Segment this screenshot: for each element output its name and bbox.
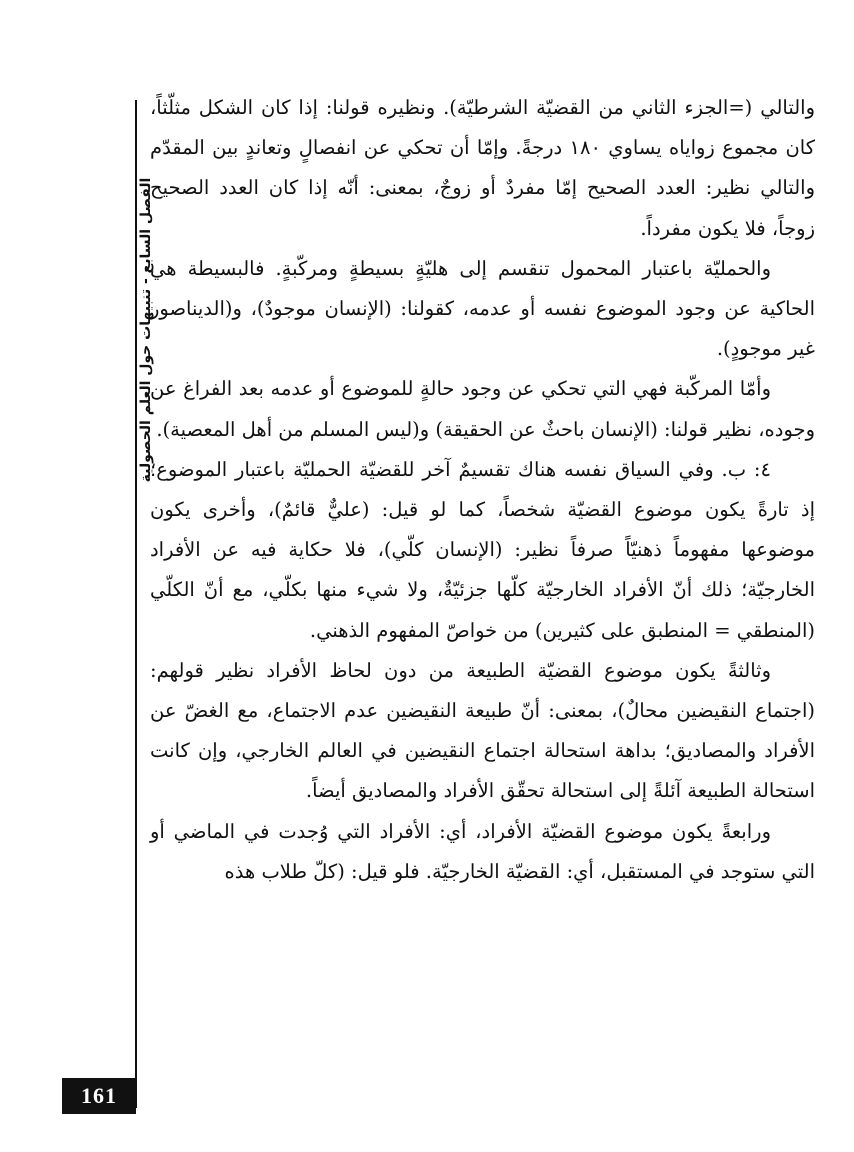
paragraph: ٤: ب. وفي السياق نفسه هناك تقسيمٌ آخر للقضيّة الحمليّة باعتبار الموضوع؛ إذ تارةً يكون موضوع القضيّة شخصاً، كما لو قيل: (عليٌّ قائمٌ)، وأخرى يكون موضوعها مفهوماً ذهنيّاً صرفاً نظير: (الإنسان كلّي)، فلا حكاية فيه عن الأفراد الخارجيّة؛ ذلك أنّ الأفراد الخارجيّة كلّها جزئيّةٌ، ولا شيء منها بكلّي، مع أنّ الكلّي (المنطقي = المنطبق على كثيرين) من خواصّ المفهوم الذهني. <box>150 457 815 642</box>
margin-rule <box>135 100 137 1108</box>
paragraph: ورابعةً يكون موضوع القضيّة الأفراد، أي: الأفراد التي وُجدت في الماضي أو التي ستوجد في المستقبل، أي: القضيّة الخارجيّة. فلو قيل: (كلّ طلاب هذه <box>150 819 815 883</box>
page-number: 161 <box>62 1078 136 1114</box>
paragraph: والحمليّة باعتبار المحمول تنقسم إلى هليّةٍ بسيطةٍ ومركّبةٍ. فالبسيطة هي الحاكية عن وجود الموضوع نفسه أو عدمه، كقولنا: (الإنسان موجودٌ)، و(الديناصور غير موجودٍ). <box>150 256 815 361</box>
paragraph: والتالي (=الجزء الثاني من القضيّة الشرطيّة). ونظيره قولنا: إذا كان الشكل مثلّثاً، كان مجموع زواياه يساوي ١٨٠ درجةً. وإمّا أن تحكي عن انفصالٍ وتعاندٍ بين المقدّم والتالي نظير: العدد الصحيح إمّا مفردٌ أو زوجٌ، بمعنى: أنّه إذا كان العدد الصحيح زوجاً، فلا يكون مفرداً. <box>150 96 815 240</box>
paragraph: وثالثةً يكون موضوع القضيّة الطبيعة من دون لحاظ الأفراد نظير قولهم: (اجتماع النقيضين محالٌ)، بمعنى: أنّ طبيعة النقيضين عدم الاجتماع، مع الغضّ عن الأفراد والمصاديق؛ بداهة استحالة اجتماع النقيضين في العالم الخارجي، وإن كانت استحالة الطبيعة آئلةً إلى استحالة تحقّق الأفراد والمصاديق أيضاً. <box>150 658 815 803</box>
body-text <box>150 88 815 892</box>
paragraph: وأمّا المركّبة فهي التي تحكي عن وجود حالةٍ للموضوع أو عدمه بعد الفراغ عن وجوده، نظير قولنا: (الإنسان باحثٌ عن الحقيقة) و(ليس المسلم من أهل المعصية). <box>150 377 815 441</box>
running-header-text: الفصل السابع - تنبيهات حول العلم الحصولية <box>138 177 154 483</box>
